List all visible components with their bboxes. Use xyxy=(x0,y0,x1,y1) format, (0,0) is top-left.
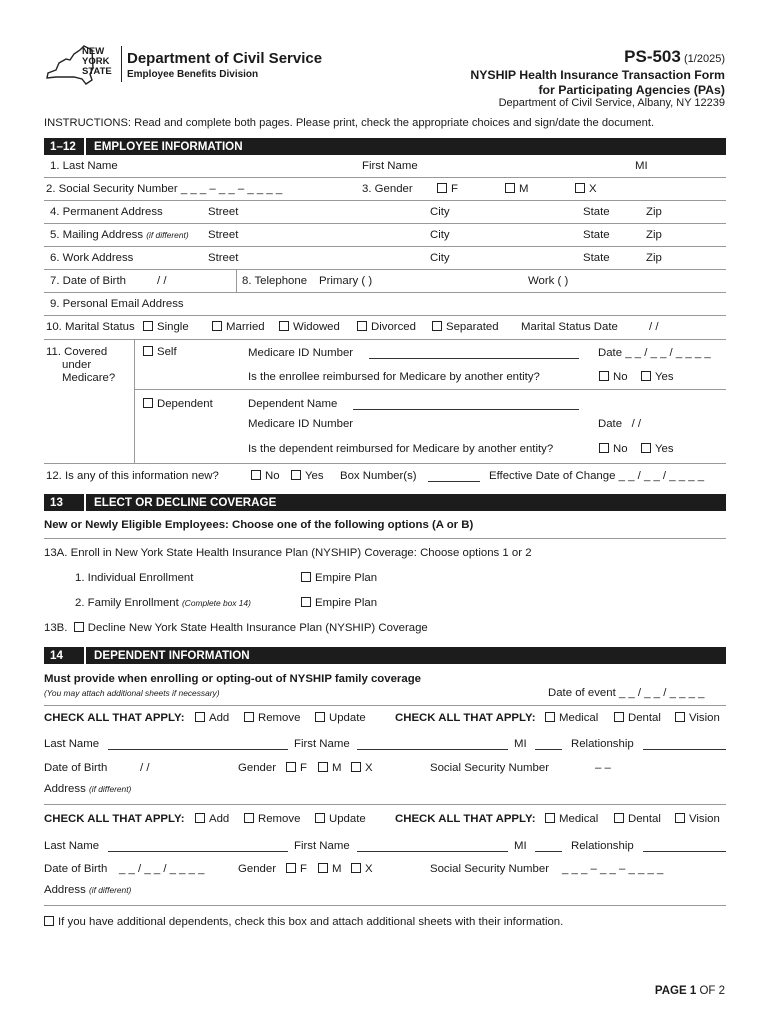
individual-enrollment-label: 1. Individual Enrollment xyxy=(75,572,194,584)
section-title: DEPENDENT INFORMATION xyxy=(94,649,250,662)
elect-intro: New or Newly Eligible Employees: Choose one of the following options (A or B) xyxy=(44,519,474,531)
no-checkbox[interactable] xyxy=(251,470,261,480)
form-id xyxy=(624,47,725,67)
ssn-label xyxy=(46,183,282,195)
dob-divider xyxy=(236,270,237,292)
city-label: City xyxy=(430,229,450,241)
option-13a: 13A. Enroll in New York State Health Insurance Plan (NYSHIP) Coverage: Choose options 1 or 2 xyxy=(44,547,532,559)
yes-checkbox[interactable] xyxy=(291,470,301,480)
state-logo-text: NEW YORK STATE xyxy=(82,46,112,77)
add-checkbox[interactable] xyxy=(195,813,205,823)
dep1-dental[interactable]: Dental xyxy=(614,712,661,724)
medicare-block-divider xyxy=(134,339,135,464)
empire-plan-checkbox[interactable] xyxy=(301,597,311,607)
dependent-must-provide: Must provide when enrolling or opting-out of NYSHIP family coverage xyxy=(44,673,421,685)
widowed-checkbox[interactable] xyxy=(279,321,289,331)
medicare-id-label: Medicare ID Number xyxy=(248,347,354,359)
remove-checkbox[interactable] xyxy=(244,712,254,722)
section-title: ELECT OR DECLINE COVERAGE xyxy=(94,496,277,509)
address-note: (if different) xyxy=(88,784,132,794)
page-number xyxy=(655,985,725,997)
logo-divider xyxy=(121,46,122,82)
work-phone[interactable]: Work ( ) xyxy=(528,275,569,287)
dep2-first-name-label: First Name xyxy=(294,840,350,852)
effective-date[interactable]: Effective Date of Change _ _ / _ _ / _ _ _ _ xyxy=(489,470,705,482)
permanent-address-label: 4. Permanent Address xyxy=(50,206,163,218)
gender-x-checkbox[interactable] xyxy=(351,863,361,873)
family-empire-plan[interactable]: Empire Plan xyxy=(301,597,377,609)
check-all-coverage-1: CHECK ALL THAT APPLY: xyxy=(395,712,536,724)
dental-checkbox[interactable] xyxy=(614,712,624,722)
dep2-gender-label: Gender xyxy=(238,863,276,875)
gender-x-checkbox[interactable] xyxy=(351,762,361,772)
info-new-no[interactable]: No xyxy=(251,470,280,482)
zip-label: Zip xyxy=(646,252,662,264)
update-checkbox[interactable] xyxy=(315,813,325,823)
dep2-vision[interactable]: Vision xyxy=(675,813,720,825)
dep1-add[interactable]: Add xyxy=(195,712,229,724)
additional-dependents[interactable]: If you have additional dependents, check this box and attach additional sheets with their information. xyxy=(44,916,563,928)
city-label: City xyxy=(430,206,450,218)
ssn-text: 2. Social Security Number xyxy=(46,183,178,195)
zip-label: Zip xyxy=(646,229,662,241)
check-all-coverage-2: CHECK ALL THAT APPLY: xyxy=(395,813,536,825)
vision-checkbox[interactable] xyxy=(675,813,685,823)
dep2-gender-f[interactable]: F xyxy=(286,863,307,875)
state-label: State xyxy=(583,252,610,264)
single-checkbox[interactable] xyxy=(143,321,153,331)
mailing-address-note: (if different) xyxy=(146,230,189,240)
medicare-id-line[interactable] xyxy=(369,358,579,359)
marital-separated[interactable]: Separated xyxy=(432,321,499,333)
dep2-first-name-line[interactable] xyxy=(357,851,508,852)
dependent-medicare-id-label: Medicare ID Number xyxy=(248,418,354,430)
dep1-ssn-blank[interactable]: – – xyxy=(595,762,611,774)
dep1-gender-f[interactable]: F xyxy=(286,762,307,774)
instructions: INSTRUCTIONS: Read and complete both pages. Please print, check the appropriate choices and sign/date the document. xyxy=(44,117,655,129)
marital-status-label: 10. Marital Status xyxy=(46,321,135,333)
divorced-checkbox[interactable] xyxy=(357,321,367,331)
gender-m-checkbox[interactable] xyxy=(318,863,328,873)
dep1-first-name-line[interactable] xyxy=(357,749,508,750)
dependent-medicare-date[interactable]: Date / / xyxy=(598,418,642,430)
dep2-dental[interactable]: Dental xyxy=(614,813,661,825)
section-title: EMPLOYEE INFORMATION xyxy=(94,140,243,153)
medicare-mid-divider xyxy=(134,389,726,390)
medicare-self[interactable]: Self xyxy=(143,346,177,358)
dep2-address-label: Address (if different) xyxy=(44,884,132,896)
event-date[interactable]: Date of event _ _ / _ _ / _ _ _ _ xyxy=(548,687,705,699)
dep2-mi-line[interactable] xyxy=(535,851,562,852)
dep1-address-label: Address (if different) xyxy=(44,783,132,795)
work-address-label: 6. Work Address xyxy=(50,252,134,264)
zip-label: Zip xyxy=(646,206,662,218)
dep2-remove[interactable]: Remove xyxy=(244,813,300,825)
vision-checkbox[interactable] xyxy=(675,712,685,722)
remove-checkbox[interactable] xyxy=(244,813,254,823)
reimbursed-self-question: Is the enrollee reimbursed for Medicare by another entity? xyxy=(248,371,540,383)
info-new-yes[interactable]: Yes xyxy=(291,470,324,482)
marital-status-date-label: Marital Status Date xyxy=(521,321,618,333)
marital-divorced[interactable]: Divorced xyxy=(357,321,416,333)
dep2-add[interactable]: Add xyxy=(195,813,229,825)
page-current: PAGE 1 xyxy=(654,985,697,997)
check-all-action-1: CHECK ALL THAT APPLY: xyxy=(44,712,185,724)
info-new-question: 12. Is any of this information new? xyxy=(46,470,219,482)
form-number: PS-503 xyxy=(624,47,681,66)
option-13b[interactable]: 13B. Decline New York State Health Insurance Plan (NYSHIP) Coverage xyxy=(44,622,428,634)
mailing-address-label: 5. Mailing Address (if different) xyxy=(50,229,189,241)
dependent-checkbox[interactable] xyxy=(143,398,153,408)
medicare-dependent[interactable]: Dependent xyxy=(143,398,213,410)
reimbursed-dep-yes[interactable]: Yes xyxy=(641,443,674,455)
check-all-action-2: CHECK ALL THAT APPLY: xyxy=(44,813,185,825)
marital-status-date-blank[interactable]: / / xyxy=(649,321,659,333)
box-numbers-label: Box Number(s) xyxy=(340,470,417,482)
individual-empire-plan[interactable]: Empire Plan xyxy=(301,572,377,584)
gender-f-checkbox[interactable] xyxy=(286,863,296,873)
marital-widowed[interactable]: Widowed xyxy=(279,321,340,333)
decline-checkbox[interactable] xyxy=(74,622,84,632)
section-number: 13 xyxy=(50,496,63,509)
street-label: Street xyxy=(208,252,239,264)
dep2-ssn-label: Social Security Number xyxy=(430,863,550,875)
yes-checkbox[interactable] xyxy=(641,443,651,453)
reimbursed-dep-question: Is the dependent reimbursed for Medicare by another entity? xyxy=(248,443,554,455)
section-number: 14 xyxy=(50,649,63,662)
attach-sheets-note: (You may attach additional sheets if necessary) xyxy=(44,688,220,698)
section-header-employee-info xyxy=(44,138,726,155)
state-label: State xyxy=(583,206,610,218)
dental-checkbox[interactable] xyxy=(614,813,624,823)
dept-address: Department of Civil Service, Albany, NY 12239 xyxy=(498,97,725,109)
no-checkbox[interactable] xyxy=(599,371,609,381)
marital-single[interactable]: Single xyxy=(143,321,189,333)
gender-m-checkbox[interactable] xyxy=(505,183,515,193)
form-date: (1/2025) xyxy=(684,53,725,65)
gender-f-checkbox[interactable] xyxy=(437,183,447,193)
dep1-first-name-label: First Name xyxy=(294,738,350,750)
department-name: Department of Civil Service xyxy=(127,50,323,67)
marital-married[interactable]: Married xyxy=(212,321,265,333)
dep1-dob-blank[interactable]: / / xyxy=(140,762,150,774)
dep2-relationship-line[interactable] xyxy=(643,851,726,852)
medicare-date[interactable]: Date _ _ / _ _ / _ _ _ _ xyxy=(598,347,711,359)
reimbursed-dep-no[interactable]: No xyxy=(599,443,628,455)
self-checkbox[interactable] xyxy=(143,346,153,356)
section-number: 1–12 xyxy=(50,140,76,153)
dob-blank[interactable]: / / xyxy=(157,275,167,287)
dependent-name-line[interactable] xyxy=(353,409,579,410)
last-name-label: 1. Last Name xyxy=(50,160,118,172)
add-checkbox[interactable] xyxy=(195,712,205,722)
dep2-dob-blank[interactable]: _ _ / _ _ / _ _ _ _ xyxy=(119,863,205,875)
dep1-gender-x[interactable]: X xyxy=(351,762,373,774)
division-name: Employee Benefits Division xyxy=(127,69,259,80)
primary-phone[interactable]: Primary ( ) xyxy=(319,275,373,287)
family-enrollment-label: 2. Family Enrollment (Complete box 14) xyxy=(75,597,251,609)
gender-f[interactable]: F xyxy=(437,183,458,195)
dep2-update[interactable]: Update xyxy=(315,813,366,825)
dep1-remove[interactable]: Remove xyxy=(244,712,300,724)
box-numbers-line[interactable] xyxy=(428,481,480,482)
page-total: OF 2 xyxy=(699,985,725,997)
section-header-elect-coverage xyxy=(44,494,726,511)
separated-checkbox[interactable] xyxy=(432,321,442,331)
married-checkbox[interactable] xyxy=(212,321,222,331)
gender-x-checkbox[interactable] xyxy=(575,183,585,193)
dep2-mi-label: MI xyxy=(514,840,527,852)
gender-m[interactable]: M xyxy=(505,183,529,195)
medical-checkbox[interactable] xyxy=(545,712,555,722)
update-checkbox[interactable] xyxy=(315,712,325,722)
dep1-ssn-label: Social Security Number xyxy=(430,762,550,774)
dep2-last-name-label: Last Name xyxy=(44,840,100,852)
additional-dependents-checkbox[interactable] xyxy=(44,916,54,926)
state-label: State xyxy=(583,229,610,241)
dep1-gender-m[interactable]: M xyxy=(318,762,342,774)
street-label: Street xyxy=(208,229,239,241)
covered-medicare-label: 11. Covered under Medicare? xyxy=(46,346,116,384)
dep1-update[interactable]: Update xyxy=(315,712,366,724)
city-label: City xyxy=(430,252,450,264)
gender-f-checkbox[interactable] xyxy=(286,762,296,772)
dep2-gender-m[interactable]: M xyxy=(318,863,342,875)
dep1-relationship-line[interactable] xyxy=(643,749,726,750)
first-name-label: First Name xyxy=(362,160,418,172)
family-enrollment-note: (Complete box 14) xyxy=(181,598,251,608)
empire-plan-checkbox[interactable] xyxy=(301,572,311,582)
street-label: Street xyxy=(208,206,239,218)
dep2-last-name-line[interactable] xyxy=(108,851,288,852)
dep2-gender-x[interactable]: X xyxy=(351,863,373,875)
gender-x[interactable]: X xyxy=(575,183,597,195)
form-title-line-1: NYSHIP Health Insurance Transaction Form xyxy=(470,68,725,82)
dep2-relationship-label: Relationship xyxy=(571,840,634,852)
dep1-last-name-label: Last Name xyxy=(44,738,100,750)
dep1-vision[interactable]: Vision xyxy=(675,712,720,724)
dep2-dob-label: Date of Birth xyxy=(44,863,108,875)
dep1-mi-line[interactable] xyxy=(535,749,562,750)
yes-checkbox[interactable] xyxy=(641,371,651,381)
dep1-medical[interactable]: Medical xyxy=(545,712,598,724)
dep1-relationship-label: Relationship xyxy=(571,738,634,750)
section-header-dependent-info xyxy=(44,647,726,664)
dependent-name-label: Dependent Name xyxy=(248,398,338,410)
reimbursed-self-yes[interactable]: Yes xyxy=(641,371,674,383)
dep1-mi-label: MI xyxy=(514,738,527,750)
dep1-dob-label: Date of Birth xyxy=(44,762,108,774)
dep2-ssn-blank[interactable]: _ _ _ – _ _ – _ _ _ _ xyxy=(562,863,664,875)
telephone-label: 8. Telephone xyxy=(242,275,308,287)
dep1-last-name-line[interactable] xyxy=(108,749,288,750)
reimbursed-self-no[interactable]: No xyxy=(599,371,628,383)
dep2-medical[interactable]: Medical xyxy=(545,813,598,825)
form-title-line-2: for Participating Agencies (PAs) xyxy=(538,83,725,97)
no-checkbox[interactable] xyxy=(599,443,609,453)
medical-checkbox[interactable] xyxy=(545,813,555,823)
ssn-blank[interactable]: _ _ _ – _ _ – _ _ _ _ xyxy=(180,183,283,195)
mi-label: MI xyxy=(635,160,648,172)
dob-label: 7. Date of Birth xyxy=(50,275,126,287)
address-note: (if different) xyxy=(88,885,132,895)
dep1-gender-label: Gender xyxy=(238,762,276,774)
gender-m-checkbox[interactable] xyxy=(318,762,328,772)
email-label: 9. Personal Email Address xyxy=(50,298,184,310)
gender-label: 3. Gender xyxy=(362,183,413,195)
